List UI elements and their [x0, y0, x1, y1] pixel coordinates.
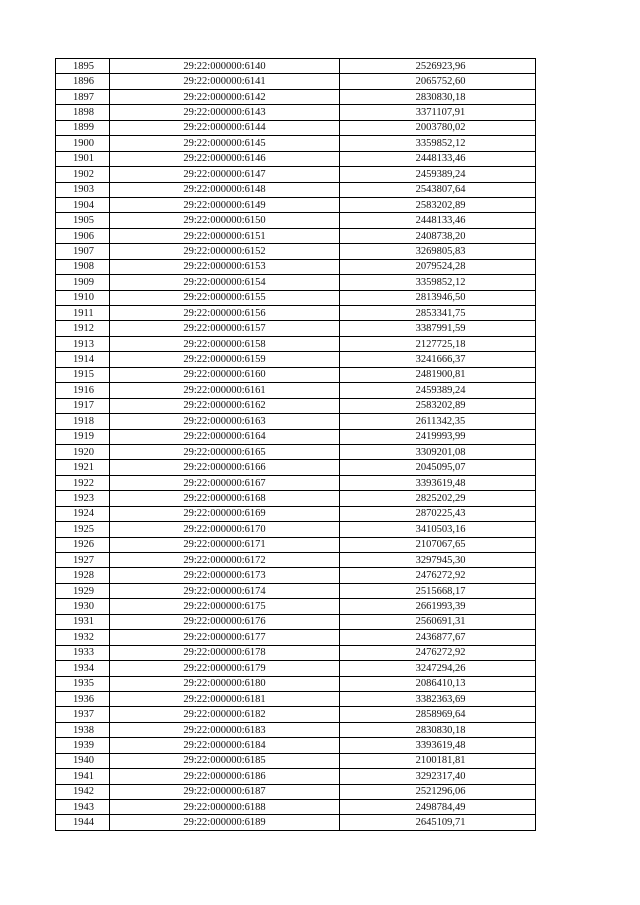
cadastral-value-cell: 2476272,92: [340, 568, 536, 583]
cadastral-number-cell: 29:22:000000:6176: [110, 614, 340, 629]
row-number-cell: 1934: [56, 661, 110, 676]
row-number-cell: 1932: [56, 630, 110, 645]
cadastral-number-cell: 29:22:000000:6187: [110, 784, 340, 799]
cadastral-number-cell: 29:22:000000:6169: [110, 506, 340, 521]
row-number-cell: 1900: [56, 136, 110, 151]
table-row: [56, 506, 536, 521]
cadastral-number-cell: 29:22:000000:6142: [110, 89, 340, 104]
table-row: [56, 553, 536, 568]
cadastral-value-cell: 3247294,26: [340, 661, 536, 676]
table-row: [56, 105, 536, 120]
cadastral-number-cell: 29:22:000000:6157: [110, 321, 340, 336]
cadastral-number-cell: 29:22:000000:6148: [110, 182, 340, 197]
cadastral-number-cell: 29:22:000000:6166: [110, 460, 340, 475]
row-number-cell: 1903: [56, 182, 110, 197]
row-number-cell: 1915: [56, 367, 110, 382]
table-row: [56, 414, 536, 429]
table-body: [56, 59, 536, 831]
row-number-cell: 1937: [56, 707, 110, 722]
cadastral-number-cell: 29:22:000000:6177: [110, 630, 340, 645]
cadastral-value-cell: 2107067,65: [340, 537, 536, 552]
row-number-cell: 1899: [56, 120, 110, 135]
table-row: [56, 537, 536, 552]
table-row: [56, 259, 536, 274]
table-row: [56, 151, 536, 166]
cadastral-value-cell: 3359852,12: [340, 136, 536, 151]
cadastral-number-cell: 29:22:000000:6189: [110, 815, 340, 830]
cadastral-value-cell: 3371107,91: [340, 105, 536, 120]
cadastral-number-cell: 29:22:000000:6171: [110, 537, 340, 552]
table-row: [56, 367, 536, 382]
row-number-cell: 1920: [56, 444, 110, 459]
cadastral-value-cell: 3410503,16: [340, 522, 536, 537]
cadastral-number-cell: 29:22:000000:6156: [110, 306, 340, 321]
cadastral-value-cell: 2813946,50: [340, 290, 536, 305]
cadastral-number-cell: 29:22:000000:6174: [110, 583, 340, 598]
cadastral-number-cell: 29:22:000000:6161: [110, 383, 340, 398]
cadastral-number-cell: 29:22:000000:6173: [110, 568, 340, 583]
table-row: [56, 306, 536, 321]
table-row: [56, 429, 536, 444]
cadastral-value-cell: 2481900,81: [340, 367, 536, 382]
table-row: [56, 197, 536, 212]
row-number-cell: 1896: [56, 74, 110, 89]
cadastral-value-cell: 2419993,99: [340, 429, 536, 444]
table-row: [56, 722, 536, 737]
table-row: [56, 599, 536, 614]
cadastral-value-cell: 2436877,67: [340, 630, 536, 645]
cadastral-number-cell: 29:22:000000:6172: [110, 553, 340, 568]
row-number-cell: 1901: [56, 151, 110, 166]
row-number-cell: 1924: [56, 506, 110, 521]
row-number-cell: 1895: [56, 59, 110, 74]
row-number-cell: 1941: [56, 769, 110, 784]
row-number-cell: 1926: [56, 537, 110, 552]
cadastral-number-cell: 29:22:000000:6184: [110, 738, 340, 753]
row-number-cell: 1925: [56, 522, 110, 537]
row-number-cell: 1927: [56, 553, 110, 568]
cadastral-value-cell: 3359852,12: [340, 275, 536, 290]
cadastral-number-cell: 29:22:000000:6186: [110, 769, 340, 784]
row-number-cell: 1918: [56, 414, 110, 429]
table-row: [56, 491, 536, 506]
row-number-cell: 1940: [56, 753, 110, 768]
cadastral-value-cell: 2526923,96: [340, 59, 536, 74]
table-row: [56, 321, 536, 336]
row-number-cell: 1906: [56, 228, 110, 243]
cadastral-number-cell: 29:22:000000:6168: [110, 491, 340, 506]
row-number-cell: 1943: [56, 800, 110, 815]
table-row: [56, 383, 536, 398]
cadastral-number-cell: 29:22:000000:6160: [110, 367, 340, 382]
cadastral-number-cell: 29:22:000000:6151: [110, 228, 340, 243]
table-row: [56, 182, 536, 197]
cadastral-number-cell: 29:22:000000:6188: [110, 800, 340, 815]
cadastral-number-cell: 29:22:000000:6182: [110, 707, 340, 722]
cadastral-number-cell: 29:22:000000:6152: [110, 244, 340, 259]
row-number-cell: 1935: [56, 676, 110, 691]
table-row: [56, 676, 536, 691]
table-row: [56, 815, 536, 830]
row-number-cell: 1909: [56, 275, 110, 290]
cadastral-value-cell: 2100181,81: [340, 753, 536, 768]
table-row: [56, 275, 536, 290]
row-number-cell: 1907: [56, 244, 110, 259]
row-number-cell: 1898: [56, 105, 110, 120]
row-number-cell: 1942: [56, 784, 110, 799]
table-row: [56, 228, 536, 243]
cadastral-value-cell: 2830830,18: [340, 722, 536, 737]
cadastral-number-cell: 29:22:000000:6144: [110, 120, 340, 135]
table-row: [56, 74, 536, 89]
table-row: [56, 398, 536, 413]
cadastral-value-table: [55, 58, 536, 831]
table-row: [56, 59, 536, 74]
cadastral-value-cell: 2045095,07: [340, 460, 536, 475]
row-number-cell: 1913: [56, 336, 110, 351]
cadastral-value-cell: 3241666,37: [340, 352, 536, 367]
cadastral-number-cell: 29:22:000000:6181: [110, 691, 340, 706]
cadastral-number-cell: 29:22:000000:6149: [110, 197, 340, 212]
cadastral-number-cell: 29:22:000000:6170: [110, 522, 340, 537]
row-number-cell: 1944: [56, 815, 110, 830]
table-row: [56, 475, 536, 490]
row-number-cell: 1908: [56, 259, 110, 274]
table-row: [56, 167, 536, 182]
row-number-cell: 1936: [56, 691, 110, 706]
table-row: [56, 753, 536, 768]
row-number-cell: 1919: [56, 429, 110, 444]
cadastral-number-cell: 29:22:000000:6153: [110, 259, 340, 274]
cadastral-value-cell: 3297945,30: [340, 553, 536, 568]
cadastral-value-cell: 2611342,35: [340, 414, 536, 429]
row-number-cell: 1930: [56, 599, 110, 614]
row-number-cell: 1917: [56, 398, 110, 413]
table-row: [56, 290, 536, 305]
cadastral-value-cell: 2661993,39: [340, 599, 536, 614]
cadastral-number-cell: 29:22:000000:6145: [110, 136, 340, 151]
row-number-cell: 1929: [56, 583, 110, 598]
cadastral-value-cell: 3393619,48: [340, 738, 536, 753]
cadastral-value-cell: 2583202,89: [340, 398, 536, 413]
table-row: [56, 784, 536, 799]
row-number-cell: 1921: [56, 460, 110, 475]
cadastral-number-cell: 29:22:000000:6141: [110, 74, 340, 89]
row-number-cell: 1928: [56, 568, 110, 583]
row-number-cell: 1923: [56, 491, 110, 506]
cadastral-value-cell: 2448133,46: [340, 151, 536, 166]
table-row: [56, 522, 536, 537]
table-row: [56, 136, 536, 151]
cadastral-value-cell: 3382363,69: [340, 691, 536, 706]
table-row: [56, 583, 536, 598]
cadastral-number-cell: 29:22:000000:6143: [110, 105, 340, 120]
cadastral-value-cell: 3309201,08: [340, 444, 536, 459]
cadastral-value-cell: 2830830,18: [340, 89, 536, 104]
table-row: [56, 444, 536, 459]
table-row: [56, 244, 536, 259]
cadastral-value-cell: 3393619,48: [340, 475, 536, 490]
cadastral-number-cell: 29:22:000000:6164: [110, 429, 340, 444]
row-number-cell: 1902: [56, 167, 110, 182]
cadastral-number-cell: 29:22:000000:6154: [110, 275, 340, 290]
cadastral-number-cell: 29:22:000000:6140: [110, 59, 340, 74]
table-row: [56, 630, 536, 645]
cadastral-value-cell: 2498784,49: [340, 800, 536, 815]
cadastral-number-cell: 29:22:000000:6185: [110, 753, 340, 768]
cadastral-value-cell: 2870225,43: [340, 506, 536, 521]
cadastral-number-cell: 29:22:000000:6179: [110, 661, 340, 676]
cadastral-number-cell: 29:22:000000:6163: [110, 414, 340, 429]
cadastral-number-cell: 29:22:000000:6150: [110, 213, 340, 228]
row-number-cell: 1910: [56, 290, 110, 305]
table-row: [56, 738, 536, 753]
table-row: [56, 213, 536, 228]
row-number-cell: 1911: [56, 306, 110, 321]
table-row: [56, 460, 536, 475]
table-row: [56, 661, 536, 676]
cadastral-number-cell: 29:22:000000:6146: [110, 151, 340, 166]
cadastral-number-cell: 29:22:000000:6158: [110, 336, 340, 351]
cadastral-value-cell: 3387991,59: [340, 321, 536, 336]
cadastral-value-cell: 3292317,40: [340, 769, 536, 784]
row-number-cell: 1916: [56, 383, 110, 398]
row-number-cell: 1938: [56, 722, 110, 737]
table-row: [56, 120, 536, 135]
cadastral-number-cell: 29:22:000000:6180: [110, 676, 340, 691]
cadastral-value-cell: 2645109,71: [340, 815, 536, 830]
cadastral-number-cell: 29:22:000000:6175: [110, 599, 340, 614]
cadastral-number-cell: 29:22:000000:6167: [110, 475, 340, 490]
cadastral-value-cell: 2560691,31: [340, 614, 536, 629]
cadastral-number-cell: 29:22:000000:6147: [110, 167, 340, 182]
row-number-cell: 1931: [56, 614, 110, 629]
cadastral-value-cell: 3269805,83: [340, 244, 536, 259]
row-number-cell: 1933: [56, 645, 110, 660]
cadastral-number-cell: 29:22:000000:6178: [110, 645, 340, 660]
cadastral-value-cell: 2448133,46: [340, 213, 536, 228]
table-row: [56, 769, 536, 784]
row-number-cell: 1897: [56, 89, 110, 104]
cadastral-value-cell: 2079524,28: [340, 259, 536, 274]
table-row: [56, 336, 536, 351]
cadastral-value-cell: 2065752,60: [340, 74, 536, 89]
row-number-cell: 1904: [56, 197, 110, 212]
table-row: [56, 800, 536, 815]
cadastral-value-cell: 2408738,20: [340, 228, 536, 243]
table-row: [56, 89, 536, 104]
cadastral-value-cell: 2515668,17: [340, 583, 536, 598]
table-row: [56, 352, 536, 367]
row-number-cell: 1922: [56, 475, 110, 490]
table-row: [56, 568, 536, 583]
row-number-cell: 1939: [56, 738, 110, 753]
row-number-cell: 1914: [56, 352, 110, 367]
cadastral-value-cell: 2127725,18: [340, 336, 536, 351]
row-number-cell: 1905: [56, 213, 110, 228]
cadastral-value-cell: 2459389,24: [340, 167, 536, 182]
cadastral-value-cell: 2459389,24: [340, 383, 536, 398]
cadastral-number-cell: 29:22:000000:6159: [110, 352, 340, 367]
cadastral-value-cell: 2583202,89: [340, 197, 536, 212]
cadastral-value-cell: 2476272,92: [340, 645, 536, 660]
cadastral-value-cell: 2825202,29: [340, 491, 536, 506]
cadastral-number-cell: 29:22:000000:6165: [110, 444, 340, 459]
cadastral-value-cell: 2003780,02: [340, 120, 536, 135]
cadastral-value-cell: 2858969,64: [340, 707, 536, 722]
table-row: [56, 614, 536, 629]
cadastral-value-cell: 2853341,75: [340, 306, 536, 321]
cadastral-number-cell: 29:22:000000:6162: [110, 398, 340, 413]
cadastral-value-cell: 2543807,64: [340, 182, 536, 197]
row-number-cell: 1912: [56, 321, 110, 336]
table-row: [56, 691, 536, 706]
cadastral-value-cell: 2521296,06: [340, 784, 536, 799]
cadastral-number-cell: 29:22:000000:6183: [110, 722, 340, 737]
cadastral-number-cell: 29:22:000000:6155: [110, 290, 340, 305]
cadastral-value-cell: 2086410,13: [340, 676, 536, 691]
table-row: [56, 645, 536, 660]
table-row: [56, 707, 536, 722]
